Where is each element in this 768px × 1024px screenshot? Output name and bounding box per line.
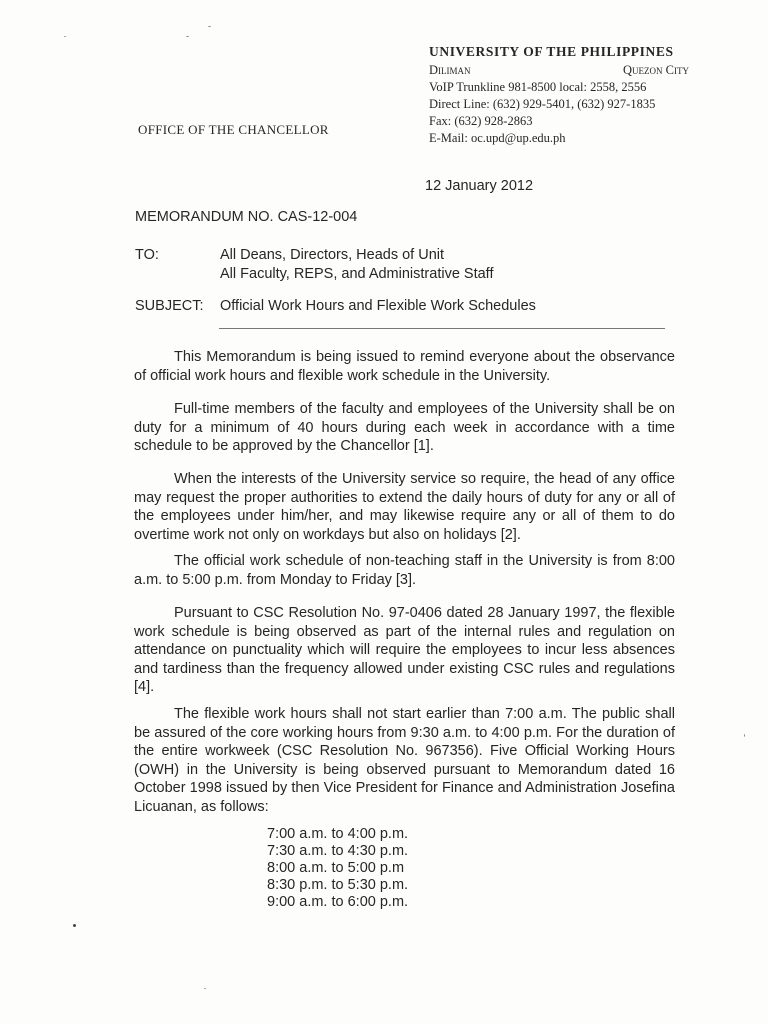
- paragraph-text: This Memorandum is being issued to remind everyone about the observance of official work hours and flexible work schedule in the University.: [134, 349, 675, 384]
- recipient-line: All Faculty, REPS, and Administrative Staff: [220, 266, 494, 282]
- subject-text: Official Work Hours and Flexible Work Schedules: [220, 298, 536, 314]
- subject-block: [135, 297, 536, 316]
- paragraph-text: The flexible work hours shall not start earlier than 7:00 a.m. The public shall be assured of the core working hours from 9:30 a.m. to 4:00 p.m. For the duration of the entire workweek (CSC Resolution No. 967356). Five Official Working Hours (OWH) in the University is being observed pursuant to Memorandum dated 16 October 1998 issued by then Vice President for Finance and Administration Josefina Licuanan, as follows:: [134, 706, 675, 815]
- schedule-item: 8:30 p.m. to 5:30 p.m.: [267, 877, 409, 893]
- subject-underline: [219, 328, 665, 329]
- memo-date: 12 January 2012: [425, 178, 534, 194]
- recipients-block: [135, 246, 493, 284]
- paragraph: [134, 604, 675, 697]
- paragraph-text: The official work schedule of non-teaching staff in the University is from 8:00 a.m. to 5:00 p.m. from Monday to Friday [3].: [134, 553, 675, 588]
- contact-direct-line: Direct Line: (632) 929-5401, (632) 927-1835: [429, 97, 656, 111]
- recipient-line: All Deans, Directors, Heads of Unit: [220, 247, 445, 263]
- letterhead: [429, 42, 689, 147]
- university-name: UNIVERSITY OF THE PHILIPPINES: [429, 44, 674, 59]
- paragraph: [134, 705, 675, 816]
- scan-speck: [208, 26, 211, 27]
- scan-speck: [64, 36, 66, 37]
- paragraph-text: Full-time members of the faculty and employees of the University shall be on duty for a minimum of 40 hours during each week in accordance with a time schedule to be approved by the Chancellor [1].: [134, 401, 675, 454]
- memo-number: MEMORANDUM NO. CAS-12-004: [135, 209, 358, 225]
- schedule-item: 9:00 a.m. to 6:00 p.m.: [267, 894, 409, 910]
- schedule-item: 8:00 a.m. to 5:00 p.m: [267, 860, 405, 876]
- schedule-item: 7:00 a.m. to 4:00 p.m.: [267, 826, 409, 842]
- contact-voip: VoIP Trunkline 981-8500 local: 2558, 2556: [429, 80, 647, 94]
- scan-speck: [204, 988, 206, 989]
- campus-city: Quezon City: [623, 63, 689, 77]
- scan-speck: [744, 734, 745, 737]
- scan-speck: [73, 924, 76, 927]
- to-label: TO:: [135, 247, 159, 263]
- paragraph: [134, 470, 675, 544]
- contact-fax: Fax: (632) 928-2863: [429, 114, 533, 128]
- paragraph-text: Pursuant to CSC Resolution No. 97-0406 dated 28 January 1997, the flexible work schedule is being observed as part of the internal rules and regulation on attendance on punctuality which will require the employees to incur less absences and tardiness than the frequency allowed under existing CSC rules and regulations [4].: [134, 605, 675, 695]
- paragraph: [134, 348, 675, 385]
- paragraph: [134, 400, 675, 456]
- campus-name: Diliman: [429, 63, 471, 77]
- schedule-item: 7:30 a.m. to 4:30 p.m.: [267, 843, 409, 859]
- scan-speck: [186, 36, 189, 37]
- subject-label: SUBJECT:: [135, 298, 204, 314]
- work-hours-list: [267, 826, 408, 911]
- paragraph-text: When the interests of the University service so require, the head of any office may request the proper authorities to extend the daily hours of duty for any or all of the employees under him/her, and may likewise require any or all of them to do overtime work not only on workdays but also on holidays [2].: [134, 471, 675, 543]
- contact-email: E-Mail: oc.upd@up.edu.ph: [429, 131, 566, 145]
- campus-location: [429, 62, 689, 79]
- recipients: [220, 246, 493, 284]
- paragraph: [134, 552, 675, 589]
- office-name: OFFICE OF THE CHANCELLOR: [138, 122, 329, 137]
